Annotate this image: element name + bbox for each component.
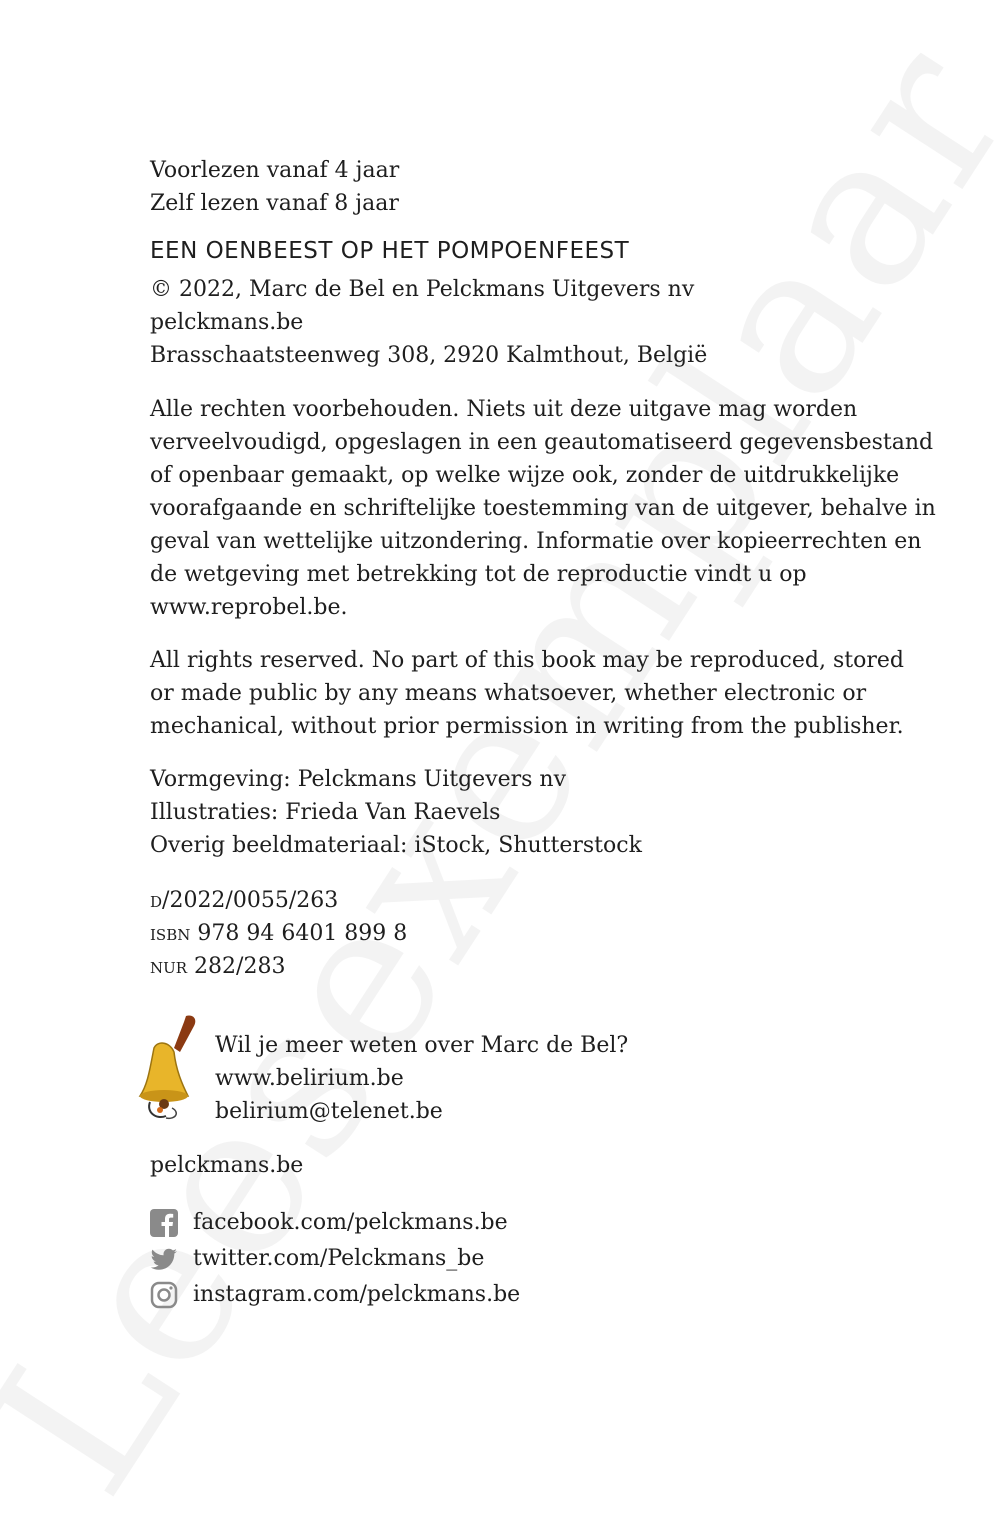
rights-dutch-line: voorafgaande en schriftelijke toestemming van de uitgever, behalve in (150, 496, 936, 521)
deposit-value: /2022/0055/263 (162, 888, 339, 913)
publisher-site[interactable]: pelckmans.be (150, 1153, 304, 1178)
facebook-icon (150, 1209, 178, 1237)
rights-dutch-line: verveelvoudigd, opgeslagen in een geautomatiseerd gegevensbestand (150, 430, 934, 455)
copyright-line: © 2022, Marc de Bel en Pelckmans Uitgevers nv (150, 277, 695, 302)
publisher-address: Brasschaatsteenweg 308, 2920 Kalmthout, België (150, 343, 708, 368)
rights-dutch-line: de wetgeving met betrekking tot de reproductie vindt u op (150, 562, 807, 587)
credit-design: Vormgeving: Pelckmans Uitgevers nv (150, 767, 567, 792)
author-question: Wil je meer weten over Marc de Bel? (215, 1033, 629, 1058)
reading-age-aloud: Voorlezen vanaf 4 jaar (150, 158, 400, 183)
twitter-icon (150, 1245, 178, 1273)
instagram-link[interactable]: instagram.com/pelckmans.be (193, 1282, 521, 1307)
rights-english-line: mechanical, without prior permission in writing from the publisher. (150, 714, 904, 739)
deposit-number (150, 884, 338, 917)
publisher-website[interactable]: pelckmans.be (150, 310, 304, 335)
nur-code (150, 950, 285, 983)
isbn-number (150, 917, 407, 950)
nur-value: 282/283 (187, 954, 286, 979)
rights-english (150, 644, 904, 743)
reading-age-self: Zelf lezen vanaf 8 jaar (150, 191, 399, 216)
author-website[interactable]: www.belirium.be (215, 1066, 404, 1091)
social-facebook[interactable] (150, 1206, 508, 1239)
rights-dutch-line: of openbaar gemaakt, op welke wijze ook, zonder de uitdrukkelijke (150, 463, 900, 488)
social-instagram[interactable] (150, 1278, 520, 1311)
isbn-label: isbn (150, 921, 191, 946)
instagram-icon (150, 1281, 178, 1309)
rights-english-line: All rights reserved. No part of this book may be reproduced, stored (150, 648, 904, 673)
rights-dutch-line: Alle rechten voorbehouden. Niets uit deze uitgave mag worden (150, 397, 858, 422)
social-twitter[interactable] (150, 1242, 484, 1275)
rights-dutch-line: geval van wettelijke uitzondering. Informatie over kopieerrechten en (150, 529, 922, 554)
deposit-label: d (150, 888, 163, 913)
isbn-value: 978 94 6401 899 8 (190, 921, 408, 946)
rights-english-line: or made public by any means whatsoever, whether electronic or (150, 681, 867, 706)
author-email[interactable]: belirium@telenet.be (215, 1099, 443, 1124)
book-title: EEN OENBEEST OP HET POMPOENFEEST (150, 238, 630, 264)
credit-images: Overig beeldmateriaal: iStock, Shutterstock (150, 833, 642, 858)
nur-label: nur (150, 954, 188, 979)
rights-dutch-line: www.reprobel.be. (150, 595, 348, 620)
rights-dutch (150, 393, 936, 624)
credit-illustrations: Illustraties: Frieda Van Raevels (150, 800, 501, 825)
facebook-link[interactable]: facebook.com/pelckmans.be (193, 1210, 508, 1235)
bell-illustration-icon (136, 1012, 204, 1122)
twitter-link[interactable]: twitter.com/Pelckmans_be (193, 1246, 485, 1271)
